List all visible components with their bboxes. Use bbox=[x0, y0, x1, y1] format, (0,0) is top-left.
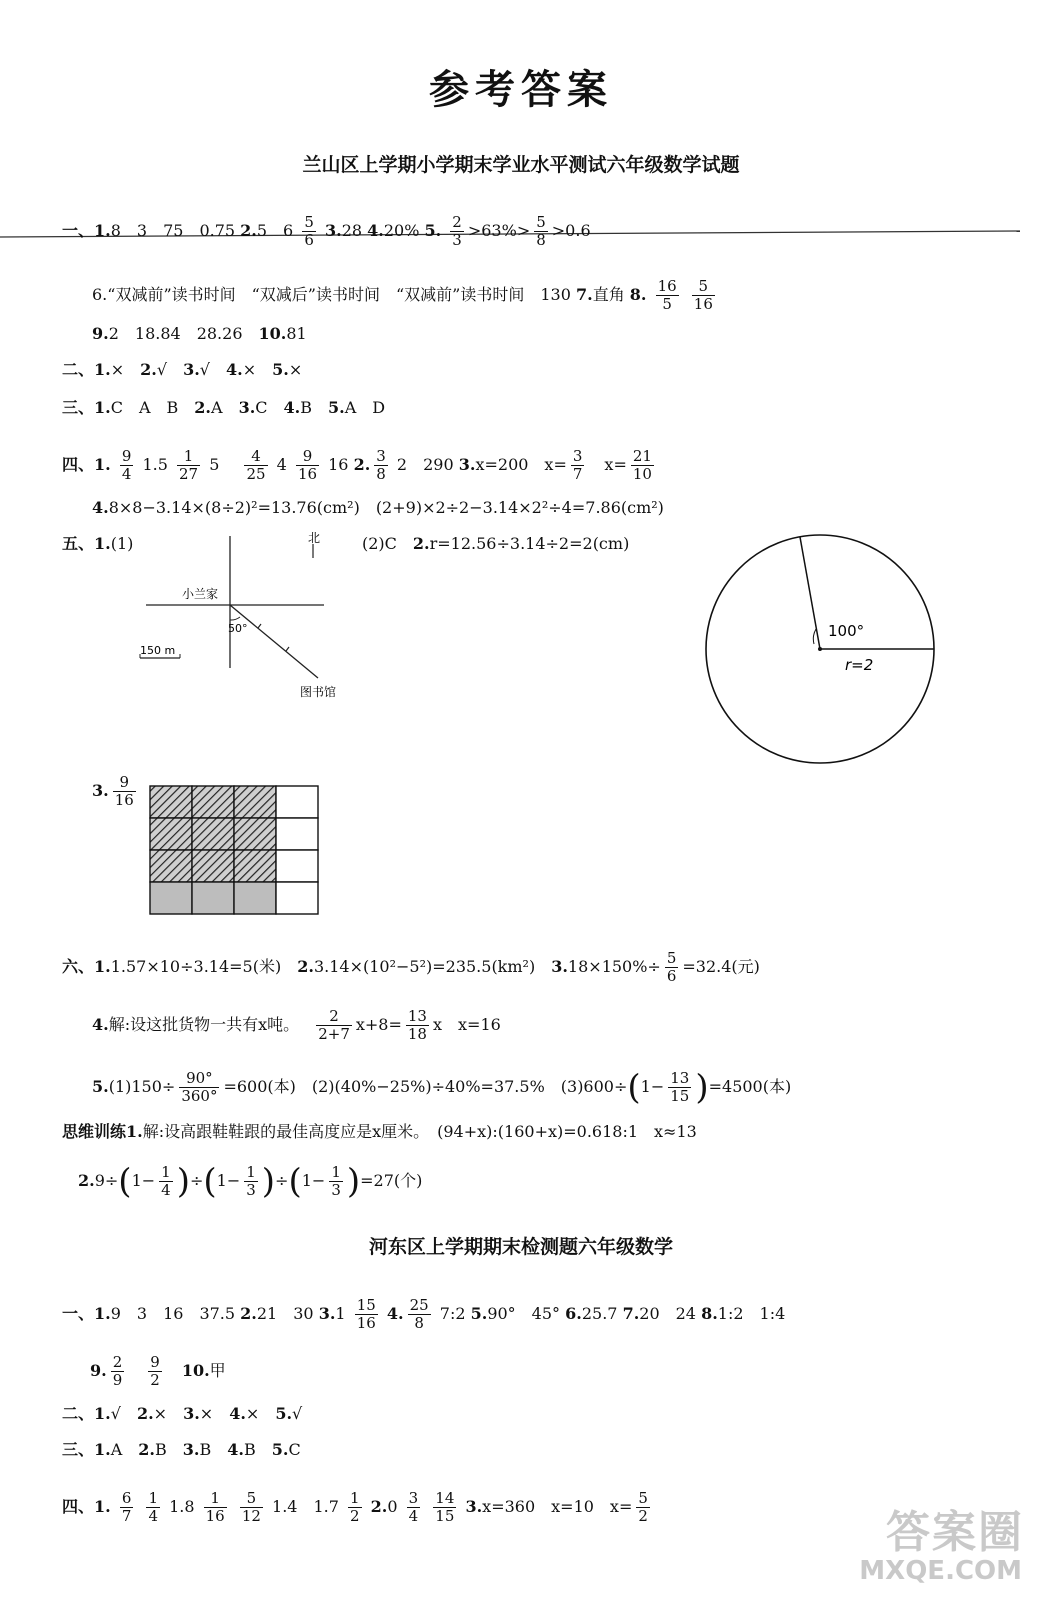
map-home-label: 小兰家 bbox=[182, 587, 219, 601]
grid-cell bbox=[192, 882, 234, 914]
exam1-row8: 五、1.(1) bbox=[62, 534, 134, 553]
watermark-logo: 答案圈 bbox=[886, 1507, 1024, 1558]
exam1-row8-right: (2)C 2.r=12.56÷3.14÷2=2(cm) bbox=[362, 534, 630, 553]
exam1-row11: 4.解:设这批货物一共有x吨。 $\frac{2}{2+7}$ x+8= $\frac{13}{18}$ x x=16 bbox=[92, 1007, 501, 1043]
grid-cell bbox=[234, 818, 276, 850]
circle-diagram bbox=[702, 534, 942, 774]
grid-cell bbox=[192, 818, 234, 850]
exam1-row10: 六、1.1.57×10÷3.14=5(米) 2.3.14×(10²−5²)=235.5(km²) 3.18×150%÷ $\frac{5}{6}$ =32.4(元) bbox=[62, 949, 760, 985]
map-library-label: 图书馆 bbox=[300, 685, 337, 699]
exam1-row14: 2.9÷(1− $\frac{1}{4}$ )÷(1− $\frac{1}{3}$ )÷(1− $\frac{1}{3}$ )=27(个) bbox=[78, 1161, 423, 1202]
map-north-label: 北 bbox=[308, 531, 321, 545]
exam1-row6: 四、1. $\frac{9}{4}$ 1.5 $\frac{1}{27}$ 5 $\frac{4}{25}$ 4 $\frac{9}{16}$ 16 2. $\frac{3}{8}$ 2 290 3.x=200 x= $\frac{3}{7}$ x= $\frac{21}{10}$ bbox=[62, 447, 652, 483]
exam2-row3: 二、1.√ 2.× 3.× 4.× 5.√ bbox=[62, 1404, 303, 1423]
grid-cell bbox=[234, 786, 276, 818]
fraction-grid bbox=[148, 784, 324, 920]
grid-cell bbox=[276, 850, 318, 882]
circle-angle-label: 100° bbox=[828, 622, 865, 640]
exam1-row5: 三、1.C A B 2.A 3.C 4.B 5.A D bbox=[62, 398, 386, 417]
grid-cell bbox=[276, 818, 318, 850]
grid-cell bbox=[276, 786, 318, 818]
grid-cell bbox=[192, 786, 234, 818]
grid-cell bbox=[234, 882, 276, 914]
exam1-row3: 9.2 18.84 28.26 10.81 bbox=[92, 324, 307, 343]
exam1-row9: 3. $\frac{9}{16}$ bbox=[92, 773, 134, 809]
grid-cell bbox=[150, 882, 192, 914]
direction-map bbox=[130, 528, 370, 708]
page-title: 参考答案 bbox=[429, 66, 613, 113]
exam1-row13: 思维训练1.解:设高跟鞋鞋跟的最佳高度应是x厘米。 (94+x):(160+x)=0.618:1 x≈13 bbox=[62, 1122, 697, 1141]
grid-cell bbox=[192, 850, 234, 882]
exam1-row12: 5.(1)150÷ $\frac{90^\circ}{360^\circ}$ =600(本) (2)(40%−25%)÷40%=37.5% (3)600÷(1− $\frac{13}{15}$ )=4500(本) bbox=[92, 1067, 792, 1108]
grid-cell bbox=[234, 850, 276, 882]
exam1-row2: 6.“双减前”读书时间 “双减后”读书时间 “双减前”读书时间 130 7.直角 8. $\frac{16}{5}$ $\frac{5}{16}$ bbox=[92, 277, 713, 313]
exam1-heading: 兰山区上学期小学期末学业水平测试六年级数学试题 bbox=[302, 154, 740, 176]
exam1-row1: 一、1.8 3 75 0.75 2.5 6 $\frac{5}{6}$ 3.28 4.20% 5. $\frac{2}{3}$ >63%> $\frac{5}{8}$ >0.6 bbox=[62, 213, 591, 249]
grid-cell bbox=[150, 818, 192, 850]
exam2-row5: 四、1. $\frac{6}{7}$ $\frac{1}{4}$ 1.8 $\frac{1}{16}$ $\frac{5}{12}$ 1.4 1.7 $\frac{1}{2}$ 2.0 $\frac{3}{4}$ $\frac{14}{15}$ 3.x=360 x=10 x= $\frac{5}{2}$ bbox=[62, 1489, 648, 1525]
grid-cell bbox=[150, 850, 192, 882]
circle-radius-label: r=2 bbox=[845, 656, 874, 674]
exam2-heading: 河东区上学期期末检测题六年级数学 bbox=[368, 1236, 673, 1258]
exam2-row2: 9. $\frac{2}{9}$ $\frac{9}{2}$ 10.甲 bbox=[90, 1353, 226, 1389]
exam2-row1: 一、1.9 3 16 37.5 2.21 30 3.1 $\frac{15}{16}$ 4. $\frac{25}{8}$ 7:2 5.90° 45° 6.25.7 7.20 24 8.1:2 1:4 bbox=[62, 1296, 786, 1332]
watermark-url: MXQE.COM bbox=[859, 1556, 1022, 1586]
grid-cell bbox=[150, 786, 192, 818]
exam1-row7: 4.8×8−3.14×(8÷2)²=13.76(cm²) (2+9)×2÷2−3.14×2²÷4=7.86(cm²) bbox=[92, 498, 664, 517]
map-scale-label: 150 m bbox=[140, 644, 176, 657]
grid-cell bbox=[276, 882, 318, 914]
exam2-row4: 三、1.A 2.B 3.B 4.B 5.C bbox=[62, 1440, 301, 1459]
exam1-row4: 二、1.× 2.√ 3.√ 4.× 5.× bbox=[62, 360, 303, 379]
map-angle-label: 50° bbox=[228, 622, 248, 635]
